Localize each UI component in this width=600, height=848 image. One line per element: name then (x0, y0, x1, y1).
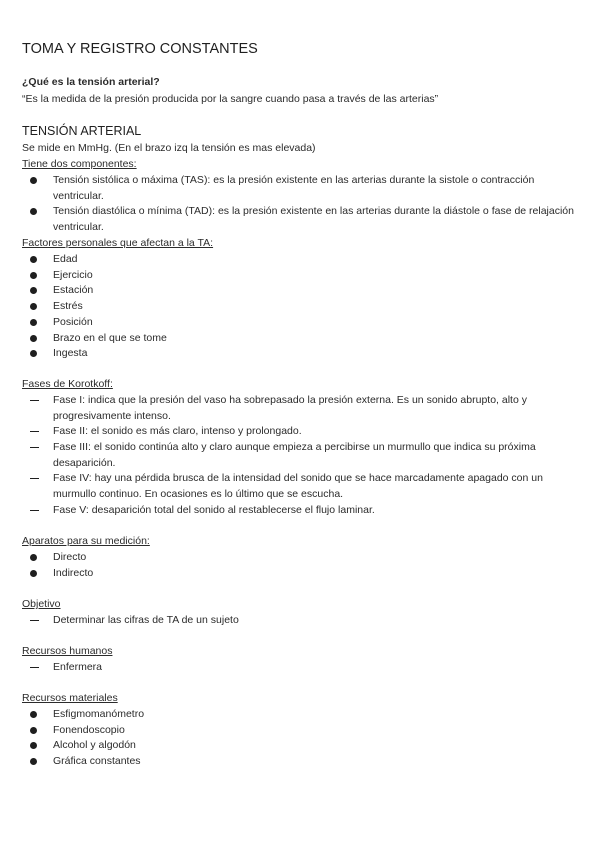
list-item: Fase I: indica que la presión del vaso ha sobrepasado la presión externa. Es un sonido abrupto, alto y progresivamente intenso. (22, 393, 578, 424)
bullet-icon (30, 727, 37, 734)
list-item: Ejercicio (22, 268, 578, 284)
list-item: Fase IV: hay una pérdida brusca de la intensidad del sonido que se hace marcadamente apagado con un murmullo continuo. En ocasiones es lo último que se escucha. (22, 471, 578, 502)
recursos-materiales-heading: Recursos materiales (22, 692, 118, 704)
list-item: Tensión diastólica o mínima (TAD): es la presión existente en las arterias durante la diástole o fase de relajación ventricular. (22, 204, 578, 235)
dash-icon (30, 400, 39, 401)
list-item: Directo (22, 550, 578, 566)
page-title: TOMA Y REGISTRO CONSTANTES (22, 41, 258, 57)
bullet-icon (30, 570, 37, 577)
bullet-icon (30, 711, 37, 718)
ta-intro: Se mide en MmHg. (En el brazo izq la tensión es mas elevada) (22, 142, 316, 154)
bullet-icon (30, 350, 37, 357)
objetivo-heading: Objetivo (22, 598, 61, 610)
list-item: Edad (22, 252, 578, 268)
section-heading-tension-arterial: TENSIÓN ARTERIAL (22, 124, 142, 138)
bullet-icon (30, 208, 37, 215)
components-heading: Tiene dos componentes: (22, 158, 137, 170)
bullet-icon (30, 177, 37, 184)
bullet-icon (30, 319, 37, 326)
aparatos-heading: Aparatos para su medición: (22, 535, 150, 547)
list-item: Esfigmomanómetro (22, 707, 578, 723)
list-item: Enfermera (22, 660, 578, 676)
list-item: Fase V: desaparición total del sonido al restablecerse el flujo laminar. (22, 503, 578, 519)
list-item: Gráfica constantes (22, 754, 578, 770)
bullet-icon (30, 758, 37, 765)
list-item: Indirecto (22, 566, 578, 582)
list-item: Alcohol y algodón (22, 738, 578, 754)
list-item: Tensión sistólica o máxima (TAS): es la presión existente en las arterias durante la sistole o contracción ventricular. (22, 173, 578, 204)
question-answer: “Es la medida de la presión producida por la sangre cuando pasa a través de las arterias” (22, 93, 439, 105)
dash-icon (30, 620, 39, 621)
list-item: Posición (22, 315, 578, 331)
list-item: Fase III: el sonido continúa alto y claro aunque empieza a percibirse un murmullo que indica su próxima desaparición. (22, 440, 578, 471)
list-item: Fase II: el sonido es más claro, intenso y prolongado. (22, 424, 578, 440)
dash-icon (30, 478, 39, 479)
korotkoff-heading: Fases de Korotkoff: (22, 378, 113, 390)
bullet-icon (30, 742, 37, 749)
list-item: Ingesta (22, 346, 578, 362)
dash-icon (30, 510, 39, 511)
factors-heading: Factores personales que afectan a la TA: (22, 237, 214, 249)
dash-icon (30, 447, 39, 448)
question-heading: ¿Qué es la tensión arterial? (22, 76, 160, 88)
list-item: Estación (22, 283, 578, 299)
list-item: Brazo en el que se tome (22, 331, 578, 347)
bullet-icon (30, 303, 37, 310)
dash-icon (30, 667, 39, 668)
list-item: Fonendoscopio (22, 723, 578, 739)
list-item: Estrés (22, 299, 578, 315)
bullet-icon (30, 256, 37, 263)
bullet-icon (30, 272, 37, 279)
bullet-icon (30, 287, 37, 294)
list-item: Determinar las cifras de TA de un sujeto (22, 613, 578, 629)
bullet-icon (30, 335, 37, 342)
bullet-icon (30, 554, 37, 561)
recursos-humanos-heading: Recursos humanos (22, 645, 113, 657)
dash-icon (30, 431, 39, 432)
